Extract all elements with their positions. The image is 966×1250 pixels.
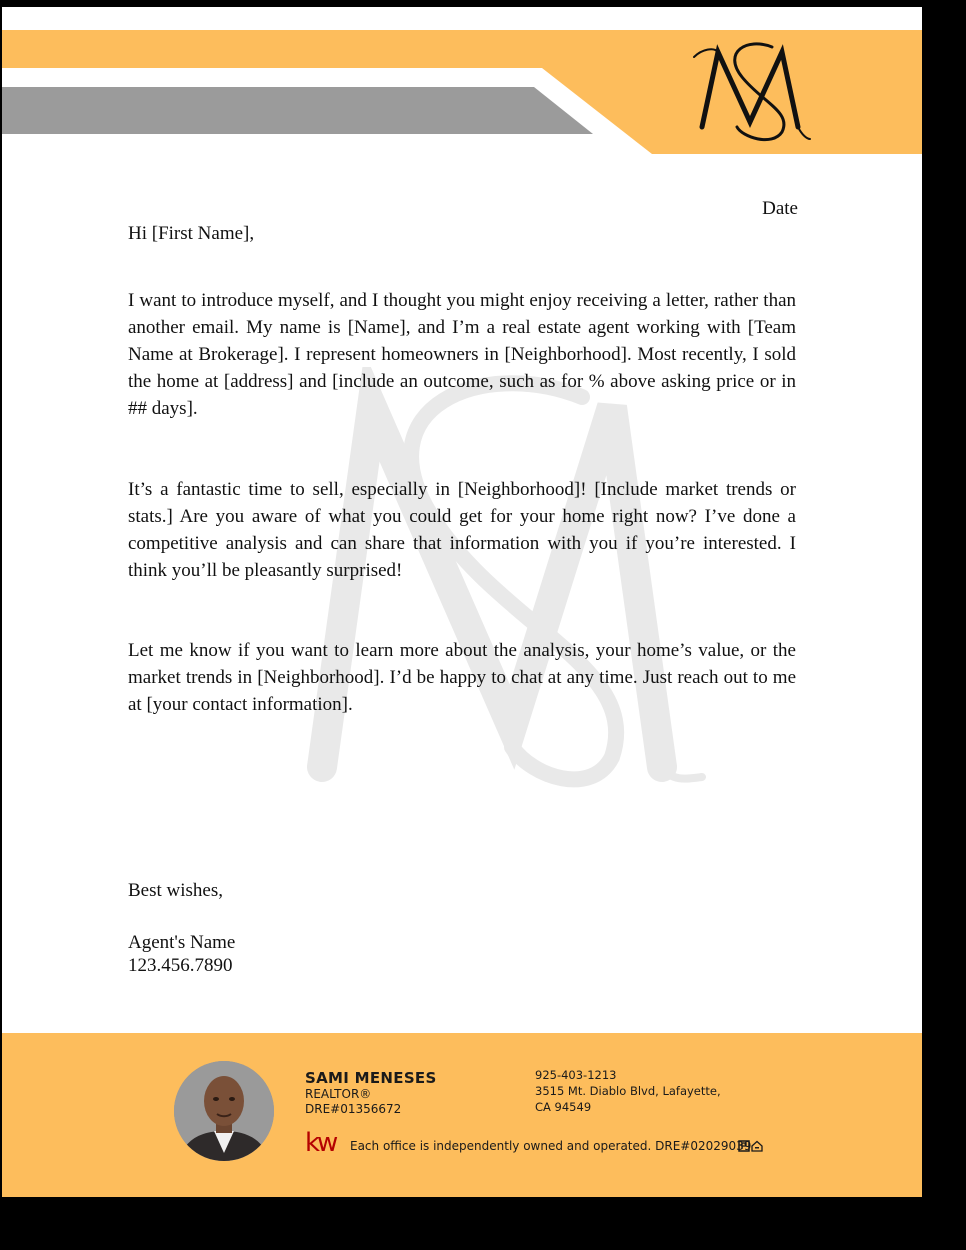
footer-agent-title: REALTOR® (305, 1087, 372, 1101)
letter-paragraph: Let me know if you want to learn more about the analysis, your home’s value, or the market trends in [Neighborhood]. I’d be happy to chat at any time. Just reach out to me at [your contact information]. (128, 640, 796, 715)
letter-greeting: Hi [First Name], (128, 223, 255, 244)
footer-agent-name: SAMI MENESES (305, 1069, 437, 1087)
equal-housing-icon (738, 1140, 764, 1152)
letter-date: Date (762, 198, 798, 219)
footer-phone: 925-403-1213 (535, 1068, 617, 1082)
agent-phone: 123.456.7890 (128, 955, 233, 976)
header-band (2, 7, 922, 167)
letter-paragraph: It’s a fantastic time to sell, especially in [Neighborhood]! [Include market trends or stats.] Are you aware of what you could get for your home right now? I’ve done a competitive analysis and can share that information with you if you’re interested. I think you’ll be pleasantly surprised! (128, 479, 796, 581)
footer-address-line2: CA 94549 (535, 1100, 592, 1114)
gray-band (2, 87, 593, 134)
letter-paragraph: I want to introduce myself, and I thought you might enjoy receiving a letter, rather than another email. My name is [Name], and I’m a real estate agent working with [Team Name at Brokerage]. I represent homeowners in [Neighborhood]. Most recently, I sold the home at [address] and [include an outcome, such as for % above asking price or in ## days]. (128, 290, 796, 419)
letterhead-page (2, 7, 922, 1197)
letter-closing: Best wishes, (128, 880, 223, 901)
kw-logo: kw (305, 1128, 336, 1158)
footer-disclaimer: Each office is independently owned and operated. DRE#02029039 (350, 1139, 752, 1153)
footer-agent-dre: DRE#01356672 (305, 1102, 402, 1116)
footer-band (2, 1033, 922, 1197)
footer-address-line1: 3515 Mt. Diablo Blvd, Lafayette, (535, 1084, 721, 1098)
agent-name: Agent's Name (128, 932, 236, 953)
agent-photo (174, 1061, 274, 1161)
